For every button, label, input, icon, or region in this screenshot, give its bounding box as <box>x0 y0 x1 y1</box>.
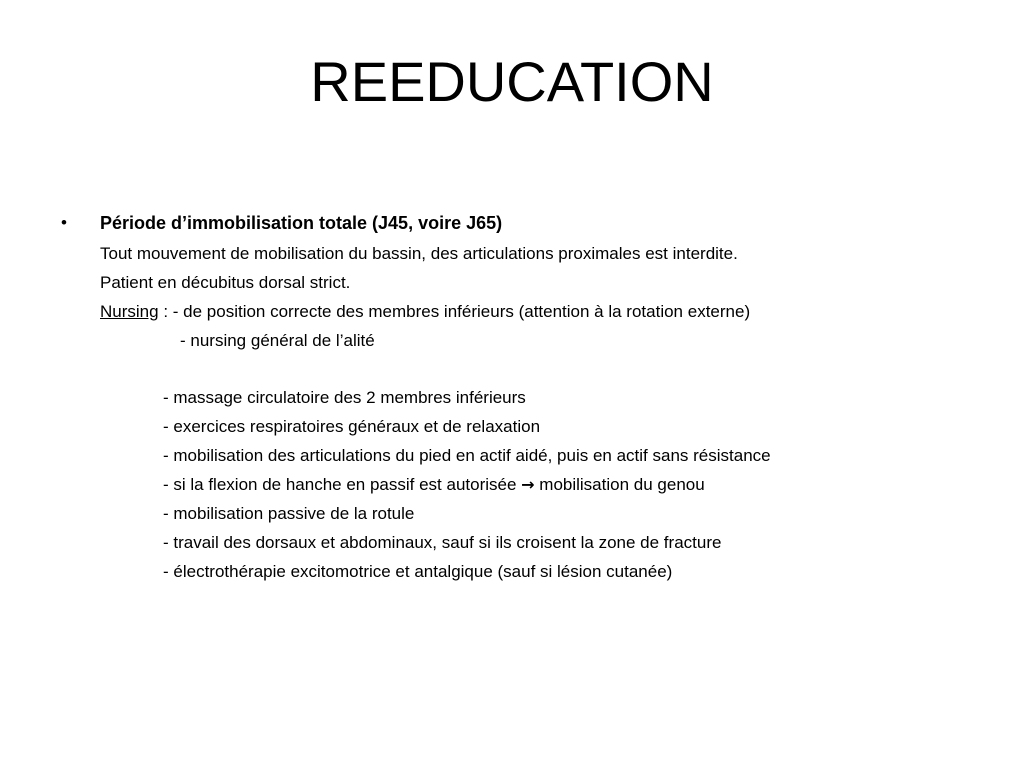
list-item: - exercices respiratoires généraux et de relaxation <box>163 417 541 436</box>
bullet-icon: • <box>61 213 67 232</box>
list-item: - électrothérapie excitomotrice et antalgique (sauf si lésion cutanée) <box>163 562 673 581</box>
list-item: - mobilisation passive de la rotule <box>163 504 415 523</box>
nursing-first-item: : - de position correcte des membres inférieurs (attention à la rotation externe) <box>158 302 751 321</box>
nursing-line <box>100 301 750 323</box>
section-heading: Période d’immobilisation totale (J45, voire J65) <box>100 213 503 233</box>
list-item: - massage circulatoire des 2 membres inférieurs <box>163 388 526 407</box>
flexion-text: - si la flexion de hanche en passif est autorisée <box>163 475 522 494</box>
list-item: - mobilisation des articulations du pied en actif aidé, puis en actif sans résistance <box>163 446 771 465</box>
nursing-label: Nursing <box>100 302 159 321</box>
body-line: Tout mouvement de mobilisation du bassin, des articulations proximales est interdite. <box>100 244 738 263</box>
nursing-second-item: - nursing général de l’alité <box>180 331 375 350</box>
list-item: - travail des dorsaux et abdominaux, sauf si ils croisent la zone de fracture <box>163 533 722 552</box>
list-item <box>163 474 705 496</box>
flexion-result: mobilisation du genou <box>534 475 705 494</box>
slide-title: REEDUCATION <box>310 50 714 113</box>
arrow-right-icon: → <box>521 475 535 494</box>
body-line: Patient en décubitus dorsal strict. <box>100 273 351 292</box>
